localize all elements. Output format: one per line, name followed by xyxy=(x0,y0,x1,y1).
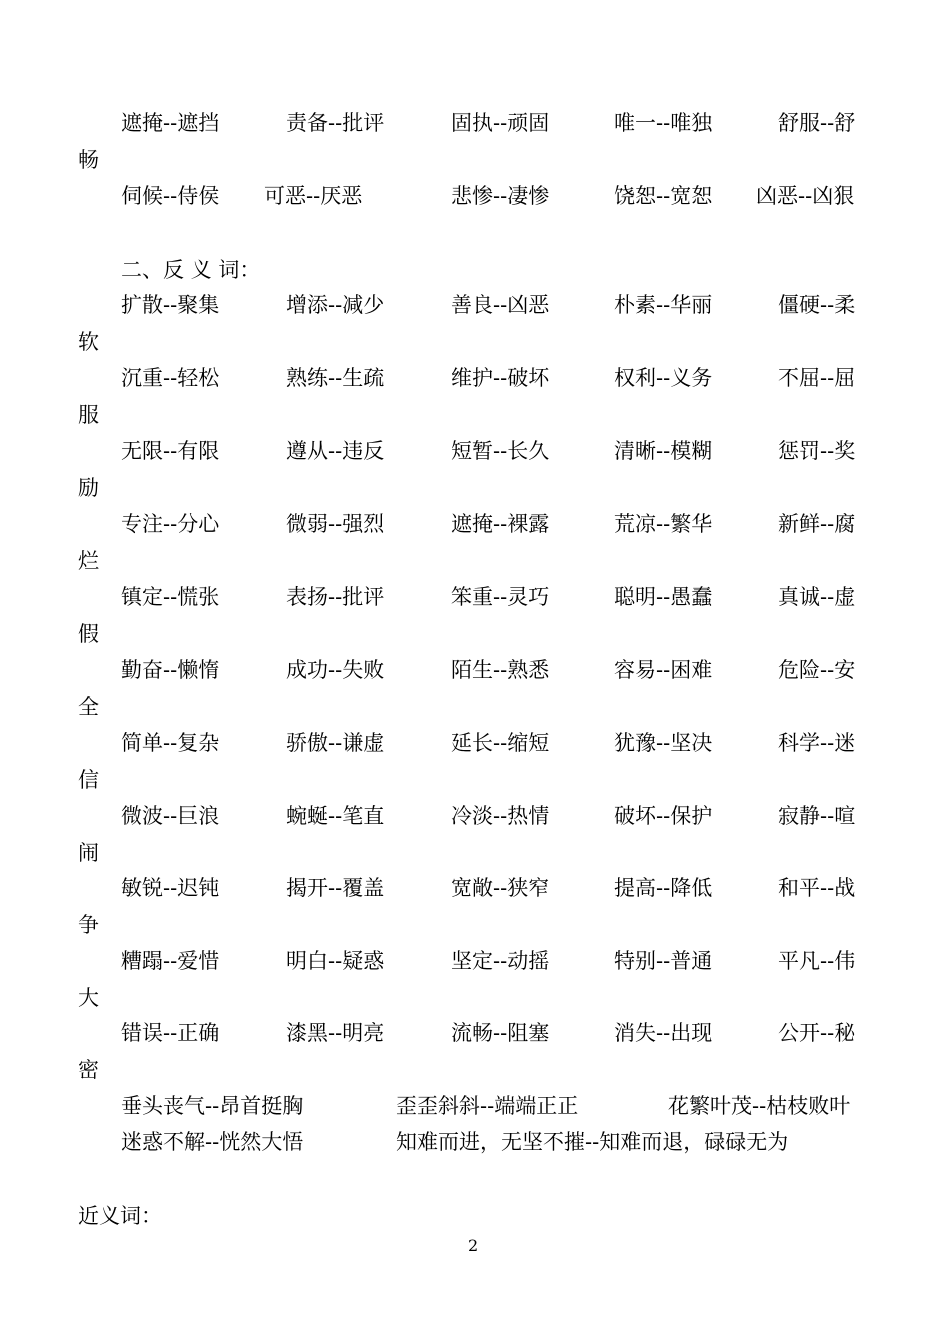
antonym-pair: 聪明--愚蠢 xyxy=(614,585,713,609)
synonym-pair: 固执--顽固 xyxy=(451,111,550,135)
antonym-pair: 明白--疑惑 xyxy=(286,949,385,973)
antonym-pair: 镇定--慌张 xyxy=(121,585,220,609)
wrapped-char: 信 xyxy=(78,768,99,792)
antonym-pair: 成功--失败 xyxy=(286,658,385,682)
antonym-pair: 提高--降低 xyxy=(614,876,713,900)
antonym-pair: 善良--凶恶 xyxy=(451,293,550,317)
antonym-pair: 微弱--强烈 xyxy=(286,512,385,536)
antonym-pair: 朴素--华丽 xyxy=(614,293,713,317)
synonym-pair: 饶恕--宽恕 xyxy=(614,184,713,208)
antonym-pair: 消失--出现 xyxy=(614,1021,713,1045)
antonym-pair: 勤奋--懒惰 xyxy=(121,658,220,682)
antonym-pair: 简单--复杂 xyxy=(121,731,220,755)
antonym-pair: 危险--安 xyxy=(778,658,856,682)
antonym-pair: 惩罚--奖 xyxy=(778,439,856,463)
antonym-pair: 不屈--屈 xyxy=(778,366,856,390)
antonym-pair: 真诚--虚 xyxy=(778,585,856,609)
wrapped-char: 闹 xyxy=(78,841,99,865)
antonym-pair: 僵硬--柔 xyxy=(778,293,856,317)
synonym-pair: 舒服--舒 xyxy=(778,111,856,135)
synonym-pair: 遮掩--遮挡 xyxy=(121,111,220,135)
antonym-pair: 熟练--生疏 xyxy=(286,366,385,390)
antonym-pair: 科学--迷 xyxy=(778,731,856,755)
antonym-pair: 敏锐--迟钝 xyxy=(121,876,220,900)
antonym-pair: 荒凉--繁华 xyxy=(614,512,713,536)
antonym-pair: 短暂--长久 xyxy=(451,439,550,463)
antonym-pair: 增添--减少 xyxy=(286,293,385,317)
antonym-pair: 破坏--保护 xyxy=(614,804,713,828)
wrapped-char: 软 xyxy=(78,330,99,354)
antonym-pair: 遮掩--裸露 xyxy=(451,512,550,536)
antonym-pair: 犹豫--坚决 xyxy=(614,731,713,755)
synonym-pair: 凶恶--凶狠 xyxy=(756,184,855,208)
antonym-pair: 延长--缩短 xyxy=(451,731,550,755)
antonym-pair: 蜿蜒--笔直 xyxy=(286,804,385,828)
idiom-pair: 花繁叶茂--枯枝败叶 xyxy=(668,1094,851,1118)
idiom-pair: 歪歪斜斜--端端正正 xyxy=(396,1094,579,1118)
wrapped-char: 畅 xyxy=(78,148,99,172)
antonym-pair: 遵从--违反 xyxy=(286,439,385,463)
antonym-pair: 权利--义务 xyxy=(614,366,713,390)
synonym-pair: 唯一--唯独 xyxy=(614,111,713,135)
antonym-pair: 笨重--灵巧 xyxy=(451,585,550,609)
antonym-pair: 容易--困难 xyxy=(614,658,713,682)
idiom-pair: 知难而进，无坚不摧--知难而退，碌碌无为 xyxy=(396,1130,789,1154)
antonym-pair: 公开--秘 xyxy=(778,1021,856,1045)
antonym-pair: 和平--战 xyxy=(778,876,856,900)
antonym-pair: 平凡--伟 xyxy=(778,949,856,973)
wrapped-char: 大 xyxy=(78,986,99,1010)
wrapped-char: 争 xyxy=(78,913,99,937)
section-heading-synonyms: 近义词： xyxy=(78,1204,162,1228)
antonym-pair: 冷淡--热情 xyxy=(451,804,550,828)
antonym-pair: 微波--巨浪 xyxy=(121,804,220,828)
synonym-pair: 责备--批评 xyxy=(286,111,385,135)
wrapped-char: 服 xyxy=(78,403,99,427)
antonym-pair: 寂静--喧 xyxy=(778,804,856,828)
wrapped-char: 全 xyxy=(78,695,99,719)
antonym-pair: 宽敞--狭窄 xyxy=(451,876,550,900)
antonym-pair: 沉重--轻松 xyxy=(121,366,220,390)
antonym-pair: 陌生--熟悉 xyxy=(451,658,550,682)
antonym-pair: 流畅--阻塞 xyxy=(451,1021,550,1045)
antonym-pair: 清晰--模糊 xyxy=(614,439,713,463)
antonym-pair: 特别--普通 xyxy=(614,949,713,973)
antonym-pair: 错误--正确 xyxy=(121,1021,220,1045)
idiom-pair: 迷惑不解--恍然大悟 xyxy=(121,1130,304,1154)
page-number: 2 xyxy=(468,1236,479,1255)
synonym-pair: 伺候--侍侯 xyxy=(121,184,220,208)
antonym-pair: 糟蹋--爱惜 xyxy=(121,949,220,973)
antonym-pair: 专注--分心 xyxy=(121,512,220,536)
antonym-pair: 表扬--批评 xyxy=(286,585,385,609)
antonym-pair: 扩散--聚集 xyxy=(121,293,220,317)
section-heading-antonyms: 二、反 义 词： xyxy=(121,258,261,282)
wrapped-char: 烂 xyxy=(78,549,99,573)
synonym-pair: 悲惨--凄惨 xyxy=(451,184,550,208)
antonym-pair: 新鲜--腐 xyxy=(778,512,856,536)
wrapped-char: 假 xyxy=(78,622,99,646)
antonym-pair: 维护--破坏 xyxy=(451,366,550,390)
synonym-pair: 可恶--厌恶 xyxy=(264,184,363,208)
antonym-pair: 漆黑--明亮 xyxy=(286,1021,385,1045)
idiom-pair: 垂头丧气--昂首挺胸 xyxy=(121,1094,304,1118)
antonym-pair: 无限--有限 xyxy=(121,439,220,463)
wrapped-char: 密 xyxy=(78,1058,99,1082)
antonym-pair: 坚定--动摇 xyxy=(451,949,550,973)
wrapped-char: 励 xyxy=(78,476,99,500)
antonym-pair: 揭开--覆盖 xyxy=(286,876,385,900)
antonym-pair: 骄傲--谦虚 xyxy=(286,731,385,755)
